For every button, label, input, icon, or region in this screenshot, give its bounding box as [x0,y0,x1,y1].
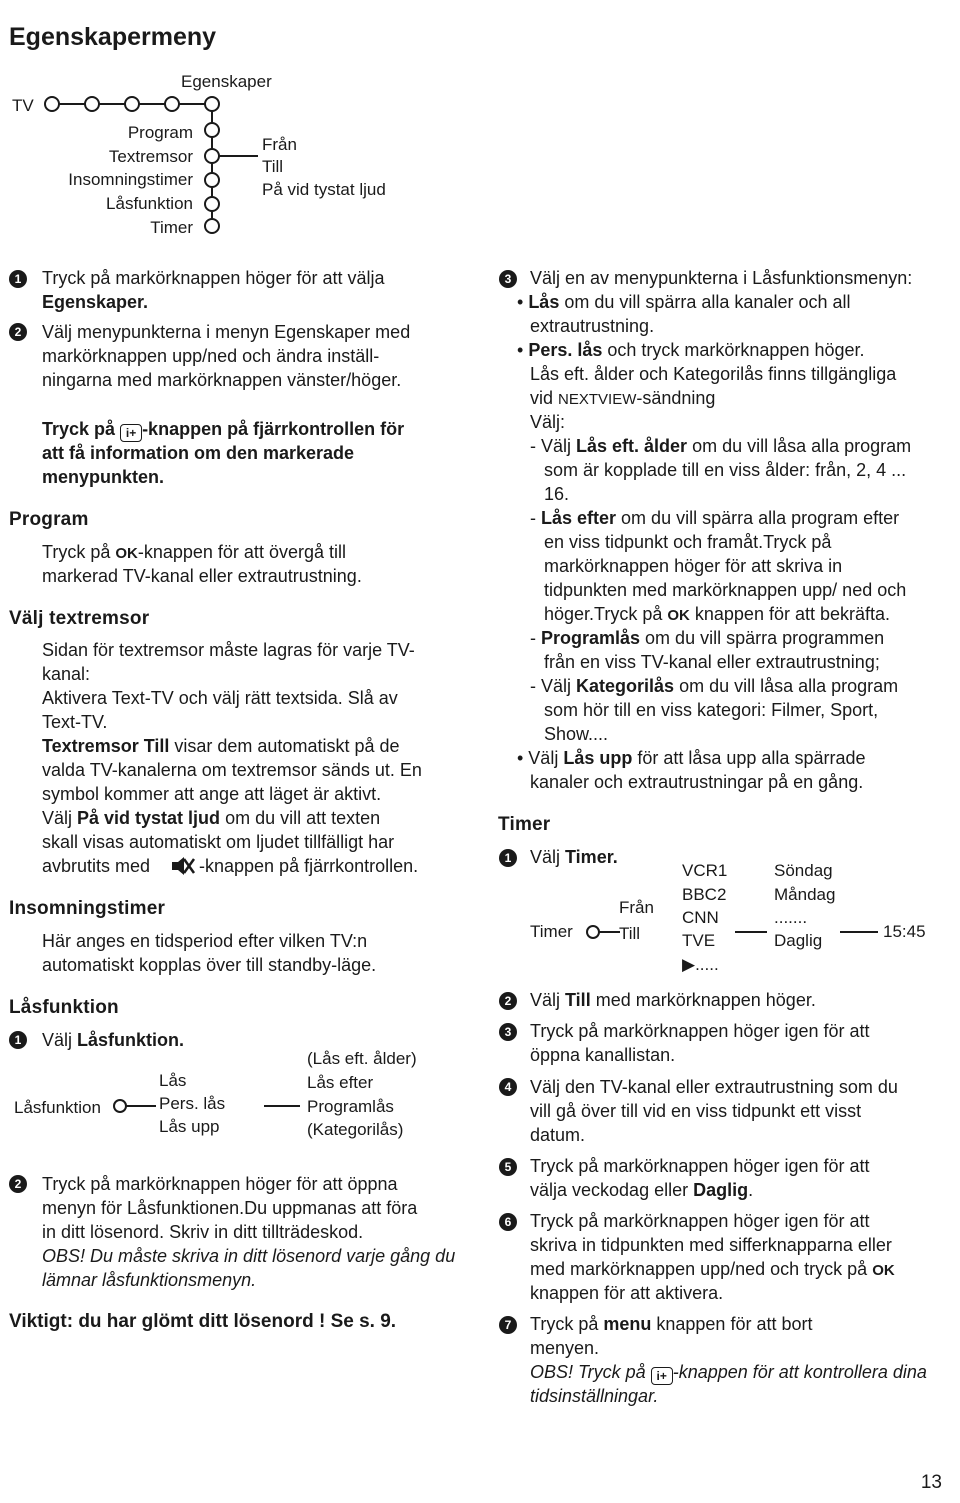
dash-text: från en viss TV-kanal eller extrautrustning; [544,652,880,672]
timer-text: Välj [530,847,566,867]
dash-text: om du vill spärra programmen [640,628,885,648]
timer-line [530,845,618,869]
step-number: 3 [499,1023,517,1041]
section-heading: Insomningstimer [9,898,166,919]
timer-text: Tryck på markörknappen höger igen för att [530,1156,870,1176]
ok-key-label: OK [115,545,138,562]
textremsor-text: skall visas automatiskt om ljudet tillfälligt har [42,832,395,852]
dash-text: - [530,628,541,648]
timer-day: Daglig [774,931,823,950]
dash-text: - [530,508,541,528]
insomning-text: automatiskt kopplas över till standby-läge. [42,955,377,975]
right-text: Välj: [530,412,566,432]
step-text-bold: Egenskaper. [42,292,149,312]
timer-text: med markörknappen upp/ned och tryck på [530,1259,873,1279]
bullet-text: om du vill spärra alla kanaler och all [559,292,851,312]
las-diagram-sub: (Lås eft. ålder) [307,1049,417,1068]
timer-diagram-fran: Från [619,898,654,917]
tree-sub-item: Från [262,135,297,154]
las-obs: OBS! Du måste skriva in ditt lösenord varje gång du [42,1246,456,1266]
tree-tv-label: TV [12,96,34,115]
bullet-text: kanaler och extrautrustningar på en gång. [530,772,864,792]
dash-text: knappen för att bekräfta. [689,604,891,624]
bullet-line [517,746,865,770]
timer-channel: TVE [682,931,716,950]
step-number: 4 [499,1078,517,1096]
dash-text: om du vill låsa alla program [674,676,899,696]
timer-text: knappen för att bort [651,1314,813,1334]
insomning-text: Här anges en tidsperiod efter vilken TV:n [42,931,368,951]
timer-line [530,1257,895,1283]
timer-text: knappen för att aktivera. [530,1283,724,1303]
timer-diagram-root: Timer [530,922,573,941]
right-text: vid [530,388,559,408]
bullet-line: • Pers. lås och tryck markörknappen höger. [517,340,865,360]
textremsor-text: Text-TV. [42,712,108,732]
step-text: ningarna med markörknappen vänster/höger. [42,370,402,390]
program-line [42,540,346,566]
tree-egenskaper-label: Egenskaper [181,72,272,91]
right-text: extrautrustning. [530,316,655,336]
timer-bold: menu [603,1314,652,1334]
bullet-bold: Pers. lås [528,340,603,360]
program-text: -knappen för att övergå till [137,542,346,562]
timer-obs: OBS! Tryck på [530,1362,646,1382]
timer-channel: VCR1 [682,861,728,880]
tree-sub-item: Till [262,157,284,176]
ok-key-label: OK [872,1262,895,1279]
section-heading: Välj textremsor [9,608,150,629]
las-text: in ditt lösenord. Skriv in ditt tillträdeskod. [42,1222,364,1242]
dash-text: Show.... [544,724,609,744]
timer-text: datum. [530,1125,586,1145]
las-diagram-sub: (Kategorilås) [307,1120,404,1139]
timer-obs: -knappen för att kontrollera dina [672,1362,927,1382]
timer-channel: ▶..... [682,955,719,974]
step-number: 3 [499,270,517,288]
tree-item: Textremsor [108,147,193,166]
timer-bold: Till [565,990,591,1010]
textremsor-text: -knappen på fjärrkontrollen. [199,856,419,876]
timer-bold: Daglig [693,1180,749,1200]
las-text: menyn för Låsfunktionen.Du uppmanas att föra [42,1198,418,1218]
step-number: 2 [9,323,27,341]
dash-text: - Välj [530,436,577,456]
bullet-text: • Välj [517,748,564,768]
right-text: -sändning [636,388,716,408]
timer-day: Söndag [774,861,833,880]
dash-text: - Välj [530,676,577,696]
page-title: Egenskapermeny [9,23,217,51]
timer-text: vill gå över till vid en viss tidpunkt ett visst [530,1101,862,1121]
las-diagram-option: Lås upp [159,1117,220,1136]
timer-text: Välj den TV-kanal eller extrautrustning som du [530,1077,898,1097]
bullet-bold: Lås upp [563,748,633,768]
bullet-text: och tryck markörknappen höger. [602,340,865,360]
info-note-line [42,417,404,442]
timer-text: öppna kanallistan. [530,1045,676,1065]
textremsor-line [42,806,380,830]
dash-line [530,626,884,650]
tree-item: Timer [150,218,193,237]
info-key-icon: i+ [651,1367,673,1385]
timer-channel: CNN [682,908,719,927]
section-heading: Timer [498,814,551,835]
dash-bold: Programlås [541,628,641,648]
textremsor-text: symbol kommer att ange att läget är aktivt. [42,784,382,804]
timer-text: Tryck på markörknappen höger igen för att [530,1211,870,1231]
tree-item: Insomningstimer [68,170,193,189]
info-note-text: menypunkten. [42,467,165,487]
step-text: Tryck på markörknappen höger för att välja [42,268,385,288]
program-text: Tryck på [42,542,111,562]
page-number: 13 [920,1472,942,1493]
info-note-text: att få information om den markerade [42,443,355,463]
step-text: Välj menypunkterna i menyn Egenskaper med [42,322,411,342]
las-bold: Låsfunktion. [77,1030,185,1050]
dash-text: höger.Tryck på [544,604,668,624]
dash-bold: Lås eft. ålder [576,436,688,456]
las-step-line [42,1028,184,1052]
textremsor-text: valda TV-kanalerna om textremsor sänds ut. En [42,760,422,780]
textremsor-text: om du vill att texten [220,808,381,828]
dash-line [544,602,890,628]
timer-time: 15:45 [883,922,926,941]
tree-item: Låsfunktion [106,194,193,213]
step-number: 1 [9,1031,27,1049]
timer-text: menyen. [530,1338,600,1358]
dash-bold: Lås efter [541,508,617,528]
info-note-text: Tryck på [42,419,116,439]
las-text: Tryck på markörknappen höger för att öppna [42,1174,398,1194]
textremsor-bold: På vid tystat ljud [77,808,221,828]
right-text: Lås eft. ålder och Kategorilås finns tillgängliga [530,364,897,384]
nextview-label: NEXTVIEW [558,391,637,408]
dash-bold: Kategorilås [576,676,675,696]
dash-text: som är kopplade till en viss ålder: från, 2, 4 ... [544,460,907,480]
step-number: 2 [9,1175,27,1193]
program-text: markerad TV-kanal eller extrautrustning. [42,566,362,586]
tree-sub-item: På vid tystat ljud [262,180,386,199]
timer-text: välja veckodag eller [530,1180,694,1200]
step-number: 2 [499,992,517,1010]
step-number: 7 [499,1316,517,1334]
section-heading: Låsfunktion [9,997,119,1018]
dash-text: som hör till en viss kategori: Filmer, Sport, [544,700,879,720]
ok-key-label: OK [667,607,690,624]
step-text: markörknappen upp/ned och ändra inställ- [42,346,380,366]
timer-diagram-till: Till [619,924,641,943]
timer-obs-line [530,1360,927,1385]
bullet-line: • Lås om du vill spärra alla kanaler och all [517,292,851,312]
textremsor-text: Aktivera Text-TV och välj rätt textsida. Slå av [42,688,398,708]
info-key-icon: i+ [120,424,142,442]
textremsor-text: avbrutits med [42,856,151,876]
timer-text: Välj [530,990,566,1010]
dash-text: om du vill låsa alla program [687,436,912,456]
tree-item: Program [127,123,193,142]
dash-line [530,434,911,458]
dash-text: markörknappen höger för att skriva in [544,556,843,576]
right-text: Välj en av menypunkterna i Låsfunktionsmenyn: [530,268,913,288]
timer-line [530,1312,812,1336]
important-note: Viktigt: du har glömt ditt lösenord ! Se s. 9. [9,1311,397,1332]
right-line [530,386,715,412]
timer-line [530,1178,753,1202]
bullet-text: för att låsa upp alla spärrade [632,748,866,768]
textremsor-text: visar dem automatiskt på de [169,736,400,756]
las-diagram-sub: Programlås [307,1097,394,1116]
dash-line [530,506,899,530]
textremsor-text: Sidan för textremsor måste lagras för varje TV- [42,640,415,660]
textremsor-bold: Textremsor Till [42,736,170,756]
dash-text: 16. [544,484,570,504]
step-number: 5 [499,1158,517,1176]
timer-day: ....... [774,908,808,927]
las-diagram-root: Låsfunktion [14,1098,101,1117]
las-diagram-option: Pers. lås [159,1094,226,1113]
textremsor-text: kanal: [42,664,91,684]
timer-text: skriva in tidpunkten med sifferknapparna eller [530,1235,892,1255]
timer-text: Tryck på markörknappen höger igen för att [530,1021,870,1041]
timer-text: . [748,1180,754,1200]
las-text: Välj [42,1030,78,1050]
textremsor-line [42,734,400,758]
timer-line [530,988,816,1012]
timer-channel: BBC2 [682,885,727,904]
las-diagram-option: Lås [159,1071,187,1090]
step-number: 1 [9,270,27,288]
timer-bold: Timer. [565,847,618,867]
timer-text: Tryck på [530,1314,604,1334]
las-obs: lämnar låsfunktionsmenyn. [42,1270,257,1290]
info-note-text: -knappen på fjärrkontrollen för [142,419,405,439]
timer-text: med markörknappen höger. [590,990,816,1010]
timer-obs: tidsinställningar. [530,1386,659,1406]
section-heading: Program [9,509,89,530]
mute-icon [170,855,196,877]
dash-line [530,674,898,698]
dash-text: en viss tidpunkt och framåt.Tryck på [544,532,832,552]
dash-text: tidpunkten med markörknappen upp/ ned och [544,580,907,600]
las-diagram-sub: Lås efter [307,1073,374,1092]
step-number: 6 [499,1213,517,1231]
timer-day: Måndag [774,885,836,904]
bullet-bold: Lås [528,292,560,312]
textremsor-text: Välj [42,808,78,828]
dash-text: om du vill spärra alla program efter [616,508,900,528]
step-number: 1 [499,849,517,867]
